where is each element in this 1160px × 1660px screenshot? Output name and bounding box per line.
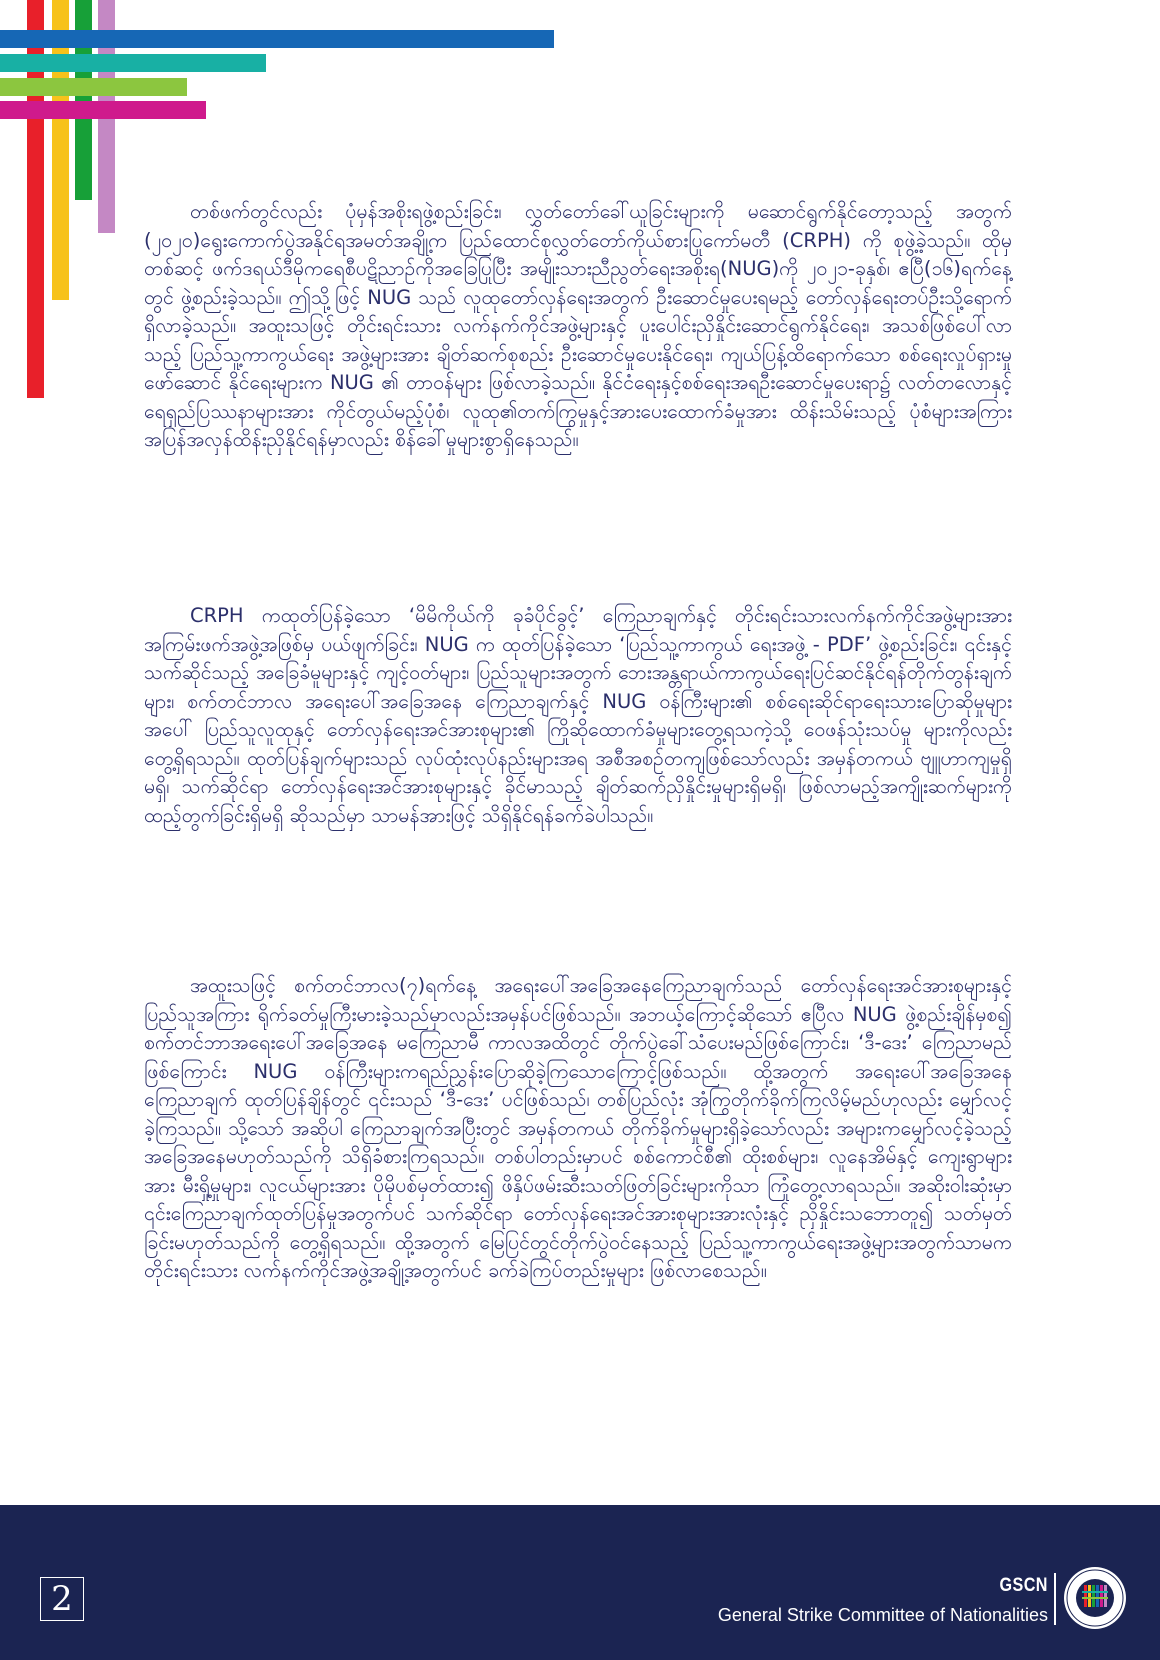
header-band-magenta — [0, 101, 206, 119]
body-text-block — [144, 602, 1012, 830]
footer-divider — [1054, 1573, 1056, 1625]
header-band-blue — [0, 30, 554, 48]
org-abbreviation: GSCN — [999, 1575, 1048, 1596]
page-number: 2 — [40, 1577, 84, 1621]
paragraph: အထူးသဖြင့် စက်တင်ဘာလ(၇)ရက်နေ့ အရေးပေါ်အခြေအနေကြေညာချက်သည် တော်လှန်ရေးအင်အားစုများနှင့် ပြည်သူအကြား ရိုက်ခတ်မှုကြီးမားခဲ့သည်မှာလည်းအမှန်ပင်ဖြစ်သည်။ အဘယ့်ကြောင့်ဆိုသော် ဧပြီလ NUG ဖွဲ့စည်းချိန်မှစ၍ စက်တင်ဘာအရေးပေါ်အခြေအနေ မကြေညာမီ ကာလအထိတွင် တိုက်ပွဲခေါ်သံပေးမည်ဖြစ်ကြောင်း၊ ‘ဒီ-ဒေး’ ကြေညာမည်ဖြစ်ကြောင်း NUG ဝန်ကြီးများကရည်ညွှန်းပြောဆိုခဲ့ကြသောကြောင့်ဖြစ်သည်။ ထို့အတွက် အရေးပေါ်အခြေအနေကြေညာချက် ထုတ်ပြန်ချိန်တွင် ၎င်းသည် ‘ဒီ-ဒေး’ ပင်ဖြစ်သည်၊ တစ်ပြည်လုံး အုံကြွတိုက်ခိုက်ကြလိမ့်မည်ဟုလည်း မျှော်လင့်ခဲ့ကြသည်။ သို့သော် အဆိုပါ ကြေညာချက်အပြီးတွင် အမှန်တကယ် တိုက်ခိုက်မှုများရှိခဲ့သော်လည်း အများကမျှော်လင့်ခဲ့သည့် အခြေအနေမဟုတ်သည်ကို သိရှိခံစားကြရသည်။ တစ်ပါတည်းမှာပင် စစ်ကောင်စီ၏ ထိုးစစ်များ၊ လူနေအိမ်နှင့် ကျေးရွာများအား မီးရှို့မှုများ၊ လူငယ်များအား ပိုမိုပစ်မှတ်ထား၍ ဖိနှိပ်ဖမ်းဆီးသတ်ဖြတ်ခြင်းများကိုသာ ကြုံတွေ့လာရသည်။ အဆိုးဝါးဆုံးမှာ ၎င်းကြေညာချက်ထုတ်ပြန်မှုအတွက်ပင် သက်ဆိုင်ရာ တော်လှန်ရေးအင်အားစုများအားလုံးနှင့် ညှိနှိုင်းသဘောတူ၍ သတ်မှတ်ခြင်းမဟုတ်သည်ကို တွေ့ရှိရသည်။ ထို့အတွက် မြေပြင်တွင်တိုက်ပွဲဝင်နေသည့် ပြည်သူ့ကာကွယ်ရေးအဖွဲ့များအတွက်သာမက တိုင်းရင်းသား လက်နက်ကိုင်အဖွဲ့အချို့အတွက်ပင် ခက်ခဲကြပ်တည်းမှုများ ဖြစ်လာစေသည်။ — [144, 974, 1012, 1282]
body-text-block — [144, 198, 1012, 455]
header-band-teal — [0, 54, 266, 72]
org-name: General Strike Committee of Nationalities — [717, 1605, 1048, 1625]
body-text-block — [144, 972, 1012, 1286]
page-footer — [0, 1505, 1160, 1660]
paragraph: CRPH ကထုတ်ပြန်ခဲ့သော ‘မိမိကိုယ်ကို ခုခံပိုင်ခွင့်’ ကြေညာချက်နှင့် တိုင်းရင်းသားလက်နက်ကိုင်အဖွဲ့များအား အကြမ်းဖက်အဖွဲ့အဖြစ်မှ ပယ်ဖျက်ခြင်း၊ NUG က ထုတ်ပြန်ခဲ့သော ‘ပြည်သူ့ကာကွယ် ရေးအဖွဲ့ - PDF’ ဖွဲ့စည်းခြင်း၊ ၎င်းနှင့်သက်ဆိုင်သည့် အခြေခံမူများနှင့် ကျင့်ဝတ်များ၊ ပြည်သူများအတွက် ဘေးအန္တရာယ်ကာကွယ်ရေးပြင်ဆင်နိုင်ရန်တိုက်တွန်းချက်များ၊ စက်တင်ဘာလ အရေးပေါ်အခြေအနေ ကြေညာချက်နှင့် NUG ဝန်ကြီးများ၏ စစ်ရေးဆိုင်ရာရေးသားပြောဆိုမှုများအပေါ် ပြည်သူလူထုနှင့် တော်လှန်ရေးအင်အားစုများ၏ ကြိုဆိုထောက်ခံမှုများတွေ့ရသကဲ့သို့ ဝေဖန်သုံးသပ်မှု များကိုလည်း တွေ့ရှိရသည်။ ထုတ်ပြန်ချက်များသည် လုပ်ထုံးလုပ်နည်းများအရ အစီအစဉ်တကျဖြစ်သော်လည်း အမှန်တကယ် ဗျူဟာကျမှုရှိမရှိ၊ သက်ဆိုင်ရာ တော်လှန်ရေးအင်အားစုများနှင့် ခိုင်မာသည့် ချိတ်ဆက်ညှိနှိုင်းမှုများရှိမရှိ၊ ဖြစ်လာမည့်အကျိုးဆက်များကို ထည့်တွက်ခြင်းရှိမရှိ ဆိုသည်မှာ သာမန်အားဖြင့် သိရှိနိုင်ရန်ခက်ခဲပါသည်။ — [144, 604, 1012, 827]
header-band-lime — [0, 78, 187, 96]
gscn-emblem-icon — [1062, 1565, 1128, 1631]
paragraph: တစ်ဖက်တွင်လည်း ပုံမှန်အစိုးရဖွဲ့စည်းခြင်း၊ လွှတ်တော်ခေါ်ယူခြင်းများကို မဆောင်ရွက်နိုင်တော့သည့် အတွက် (၂၀၂၀)ရွေးကောက်ပွဲအနိုင်ရအမတ်အချို့က ပြည်ထောင်စုလွှတ်တော်ကိုယ်စားပြုကော်မတီ (CRPH) ကို စုဖွဲ့ခဲ့သည်။ ထိုမှတစ်ဆင့် ဖက်ဒရယ်ဒီမိုကရေစီပဋိညာဉ်ကိုအခြေပြုပြီး အမျိုးသားညီညွတ်ရေးအစိုးရ(NUG)ကို ၂၀၂၁-ခုနှစ်၊ ဧပြီ(၁၆)ရက်နေ့တွင် ဖွဲ့စည်းခဲ့သည်။ ဤသို့ဖြင့် NUG သည် လူထုတော်လှန်ရေးအတွက် ဦးဆောင်မှုပေးရမည့် တော်လှန်ရေးတပ်ဦးသို့ရောက်ရှိလာခဲ့သည်။ အထူးသဖြင့် တိုင်းရင်းသား လက်နက်ကိုင်အဖွဲ့များနှင့် ပူးပေါင်းညှိနှိုင်းဆောင်ရွက်နိုင်ရေး၊ အသစ်ဖြစ်ပေါ်လာသည့် ပြည်သူ့ကာကွယ်ရေး အဖွဲ့များအား ချိတ်ဆက်စုစည်း ဦးဆောင်မှုပေးနိုင်ရေး၊ ကျယ်ပြန့်ထိရောက်သော စစ်ရေးလှုပ်ရှားမှုဖော်ဆောင် နိုင်ရေးများက NUG ၏ တာဝန်များ ဖြစ်လာခဲ့သည်။ နိုင်ငံရေးနှင့်စစ်ရေးအရဦးဆောင်မှုပေးရာ၌ လတ်တလောနှင့် ရေရှည်ပြဿနာများအား ကိုင်တွယ်မည့်ပုံစံ၊ လူထု၏တက်ကြွမှုနှင့်အားပေးထောက်ခံမှုအား ထိန်းသိမ်းသည့် ပုံစံများအကြား အပြန်အလှန်ထိန်းညှိနိုင်ရန်မှာလည်း စိန်ခေါ်မှုများစွာရှိနေသည်။ — [144, 200, 1012, 451]
